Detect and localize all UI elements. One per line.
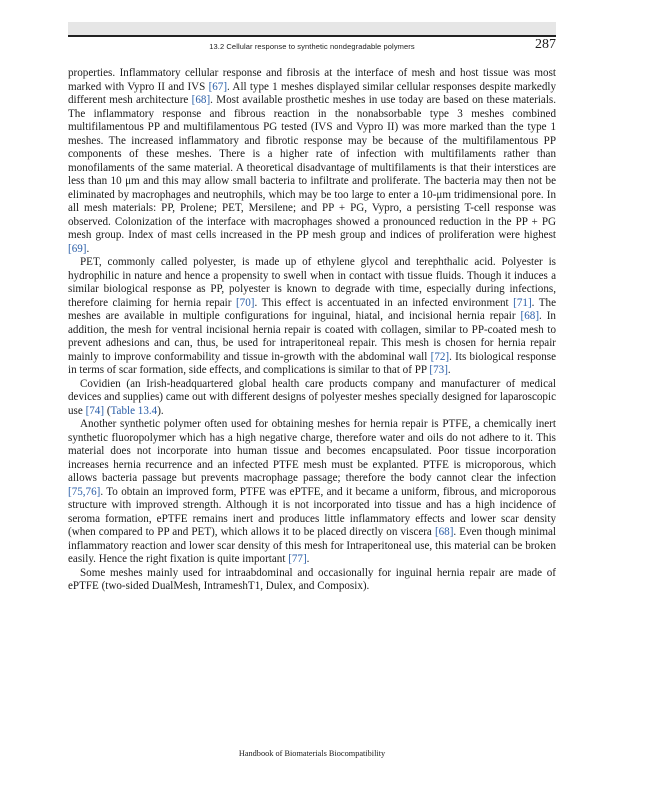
- citation-link[interactable]: [69]: [68, 242, 87, 255]
- paragraph-text: . Most available prosthetic meshes in use today are based on these materials. The inflammatory response and fibrous reaction in the nonabsorbable type 3 meshes combined multifilamentous PP and multifilamentous PG tested (IVS and Vypro II) was more marked than the type 1 meshes. The increased inflammatory and fibrotic response may be because of the multifilamentous PP components of these meshes. There is a higher rate of infection with multifilaments rather than monofilaments of the same material. A theoretical disadvantage of multifilaments is that their interstices are less than 10 μm and this may allow small bacteria to infiltrate and proliferate. The bacteria may then not be eliminated by macrophages and neutrophils, which may be too large to enter a 10-μm tridimensional pore. In all mesh materials: PP, Prolene; PET, Mersilene; and PP + PG, Vypro, a persisting T-cell response was observed. Colonization of the interface with macrophages showed a pronounced reduction in the PP + PG mesh group. Index of mast cells increased in the PP mesh group and indices of proliferation were highest: [68, 94, 556, 241]
- citation-link[interactable]: [67]: [208, 80, 228, 93]
- paragraph-text: .: [447, 364, 451, 376]
- header-rule: [68, 35, 556, 37]
- paragraph-text: PET, commonly called polyester, is made up of ethylene glycol and terephthalic acid. Polyester is hydrophilic in nature and hence a propensity to swell when in contact with tissue fluids. Though it induces a similar biological response as PP, polyester is known to degrade with time, especially during infections, therefore claiming for hernia repair: [68, 256, 556, 309]
- paragraph: [68, 67, 556, 256]
- citation-link[interactable]: Table 13.4: [110, 404, 158, 417]
- paragraph-text: . Its biological response in terms of scar formation, side effects, and complications is similar to that of PP: [68, 350, 557, 376]
- citation-link[interactable]: [75,76]: [68, 485, 101, 498]
- paragraph-text: ).: [157, 404, 164, 417]
- paragraph: [68, 256, 556, 378]
- paragraph-text: . The meshes are available in multiple configurations for inguinal, hiatal, and incisional hernia repair: [68, 296, 556, 322]
- citation-link[interactable]: [68]: [434, 526, 454, 538]
- paragraph-text: . All type 1 meshes displayed similar cellular responses despite markedly different mesh architecture: [68, 80, 557, 106]
- citation-link[interactable]: [68]: [191, 94, 211, 106]
- paragraph-text: .: [86, 242, 90, 255]
- citation-link[interactable]: [77]: [288, 553, 307, 565]
- paragraph-text: .: [306, 553, 310, 565]
- paragraph-text: Another synthetic polymer often used for obtaining meshes for hernia repair is PTFE, a chemically inert synthetic fluoropolymer which has a high negative charge, therefore water and oils do not adhere to it. This material does not incorporate into human tissue and becomes encapsulated. Poor tissue incorporation increases hernia recurrence and an infected PTFE mesh must be explanted. PTFE is microporous, which allows bacteria passage but prevents macrophage passage; therefore the body cannot clear the infection: [68, 418, 556, 484]
- paragraph-text: (: [104, 404, 111, 417]
- citation-link[interactable]: [73]: [429, 364, 448, 376]
- paragraph-text: . Even though minimal inflammatory reaction and lower scar density of this mesh for Intraperitoneal use, this material can be broken easily. Hence the right fixation is quite important: [68, 526, 556, 565]
- paragraph: [68, 378, 556, 419]
- paragraph-text: Some meshes mainly used for intraabdominal and occasionally for inguinal hernia repair are made of ePTFE (two-sided DualMesh, IntrameshT1, Dulex, and Composix).: [68, 566, 556, 592]
- citation-link[interactable]: [71]: [513, 296, 532, 309]
- header-bar: [68, 22, 556, 35]
- paragraph-text: Covidien (an Irish-headquartered global health care products company and manufacturer of medical devices and supplies) came out with different designs of polyester meshes specially designed for laparoscopic use: [68, 377, 556, 417]
- footer-book-title: Handbook of Biomaterials Biocompatibility: [238, 749, 386, 758]
- running-title: 13.2 Cellular response to synthetic nondegradable polymers: [209, 42, 415, 51]
- paragraph-text: . This effect is accentuated in an infected environment: [254, 296, 514, 309]
- paragraph: [68, 567, 556, 594]
- paragraph-text: . To obtain an improved form, PTFE was ePTFE, and it became a uniform, fibrous, and microporous structure with improved strength. Although it is not incorporated into tissue and has a high incidence of seroma formation, ePTFE remains inert and produces little inflammatory effects and lower scar density (when compared to PP and PET), which allows it to be placed directly on viscera: [68, 485, 556, 538]
- citation-link[interactable]: [74]: [85, 404, 105, 417]
- citation-link[interactable]: [70]: [235, 296, 255, 309]
- paragraph-text: properties. Inflammatory cellular response and fibrosis at the interface of mesh and host tissue was most marked with Vypro II and IVS: [68, 67, 556, 93]
- paragraph: [68, 418, 556, 567]
- body-text: [68, 67, 556, 594]
- citation-link[interactable]: [68]: [520, 310, 540, 322]
- page-number: 287: [535, 37, 556, 52]
- citation-link[interactable]: [72]: [430, 350, 450, 363]
- running-head: [68, 37, 556, 55]
- paragraph-text: . In addition, the mesh for ventral incisional hernia repair is coated with collagen, similar to PP-coated mesh to prevent adhesions and can, thus, be used for intraperitoneal repair. This mesh is chosen for hernia repair mainly to improve conformability and tissue in-growth with the abdominal wall: [68, 310, 556, 363]
